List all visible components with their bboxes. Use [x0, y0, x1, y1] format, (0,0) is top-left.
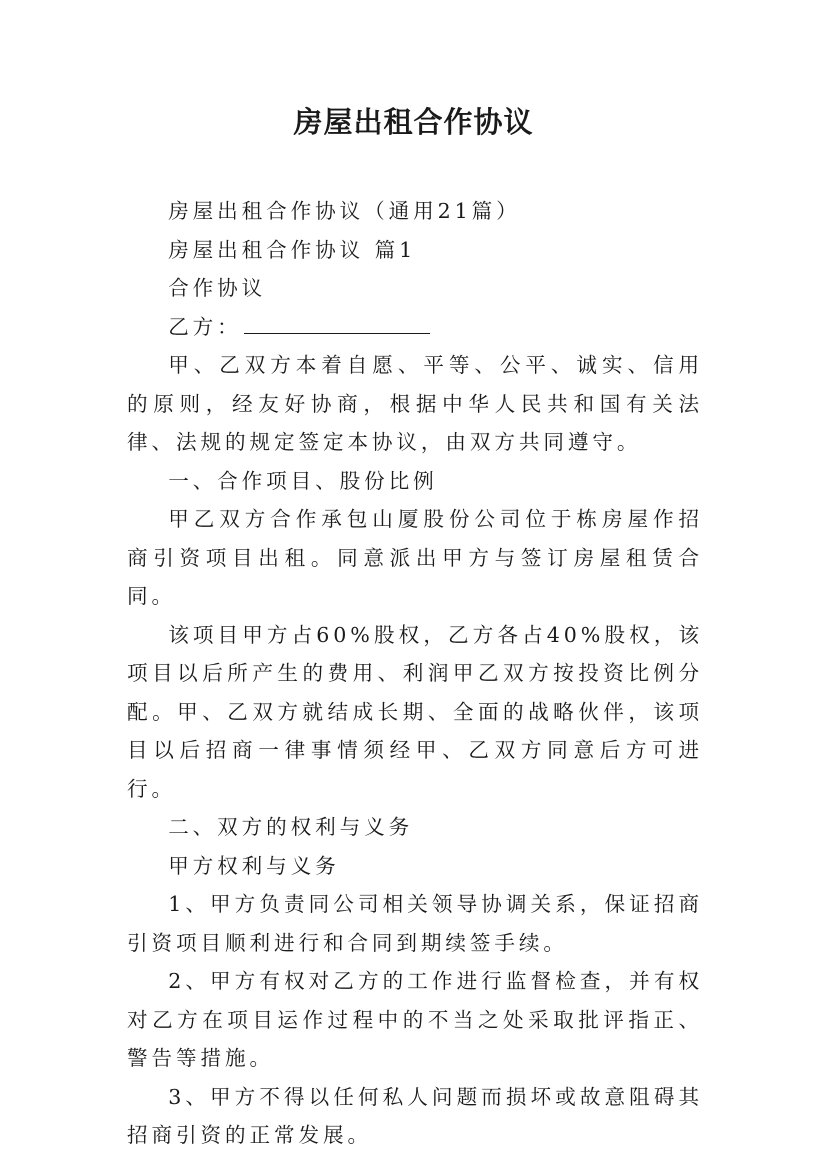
paragraph-heading-1: 一、合作项目、股份比例	[168, 468, 438, 493]
paragraph-project: 甲乙双方合作承包山厦股份公司位于栋房屋作招商引资项目出租。同意派出甲方与签订房屋租赁合同。	[127, 507, 703, 608]
document-body	[127, 192, 703, 1155]
paragraph-item-3: 3、甲方不得以任何私人问题而损坏或故意阻碍其招商引资的正常发展。	[127, 1084, 703, 1147]
paragraph-shares: 该项目甲方占60%股权，乙方各占40%股权，该项目以后所产生的费用、利润甲乙双方按投资比例分配。甲、乙双方就结成长期、全面的战略伙伴，该项目以后招商一律事情须经甲、乙双方同意后方可进行。	[127, 622, 703, 801]
paragraph-section-heading: 房屋出租合作协议 篇1	[168, 237, 417, 262]
paragraph-item-1: 1、甲方负责同公司相关领导协调关系，保证招商引资项目顺利进行和合同到期续签手续。	[127, 892, 703, 955]
paragraph-subtitle: 房屋出租合作协议（通用21篇）	[168, 199, 521, 223]
paragraph-party-a-rights: 甲方权利与义务	[168, 853, 340, 878]
paragraph-heading-2: 二、双方的权利与义务	[168, 815, 414, 839]
paragraph-preamble: 甲、乙双方本着自愿、平等、公平、诚实、信用的原则，经友好协商，根据中华人民共和国有关法律、法规的规定签定本协议，由双方共同遵守。	[127, 353, 703, 454]
party-b-blank-line	[244, 309, 430, 334]
document-title: 房屋出租合作协议	[293, 105, 534, 139]
paragraph-agreement-label: 合作协议	[168, 276, 267, 300]
paragraph-party-b	[127, 308, 703, 347]
party-b-label: 乙方：	[168, 314, 242, 339]
paragraph-item-2: 2、甲方有权对乙方的工作进行监督检查，并有权对乙方在项目运作过程中的不当之处采取批评指正、警告等措施。	[127, 969, 703, 1070]
